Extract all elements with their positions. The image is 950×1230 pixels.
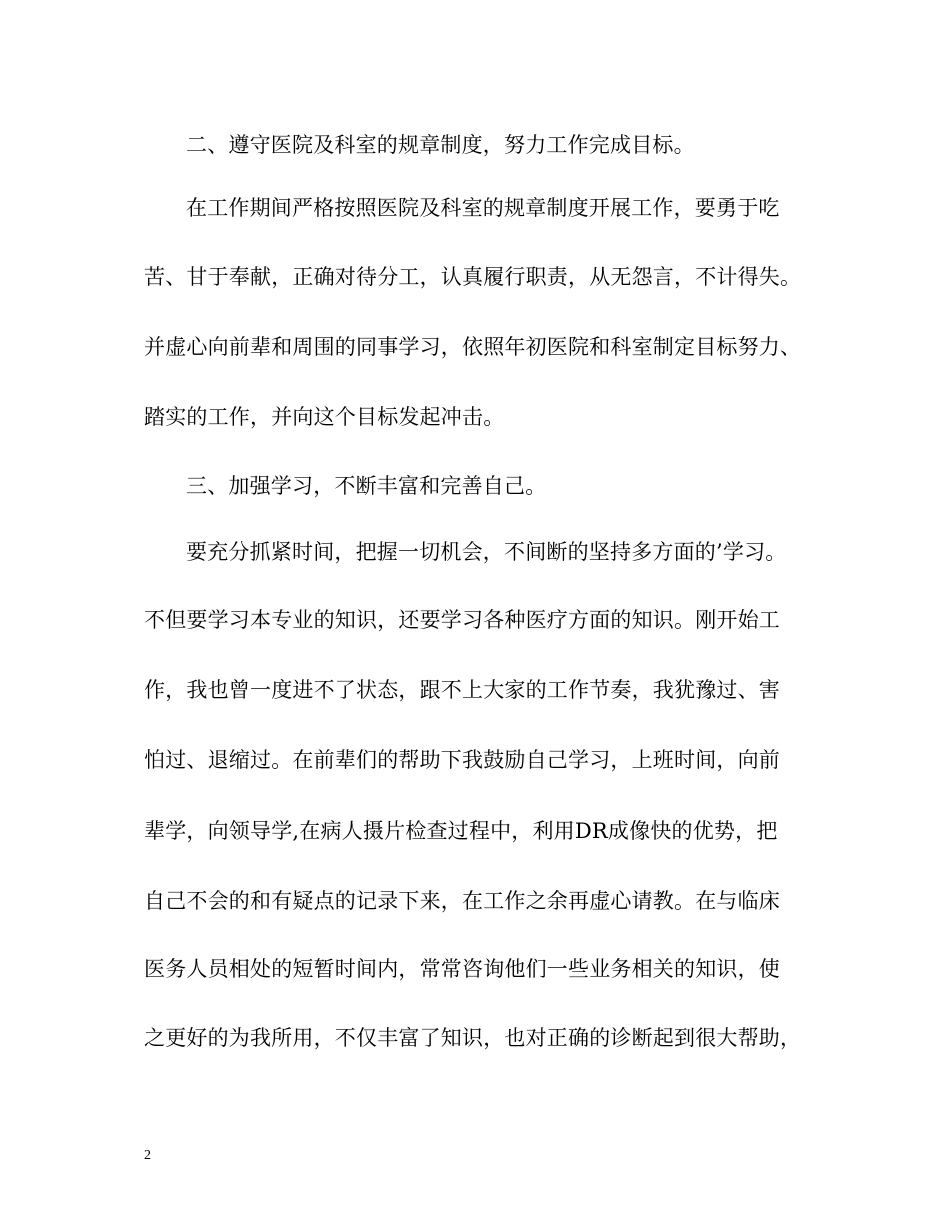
paragraph-line: 不但要学习本专业的知识，还要学习各种医疗方面的知识。刚开始工 [144, 608, 780, 632]
paragraph-line: 之更好的为我所用，不仅丰富了知识，也对正确的诊断起到很大帮助， [144, 1026, 802, 1050]
paragraph-line: 怕过、退缩过。在前辈们的帮助下我鼓励自己学习，上班时间，向前 [144, 748, 780, 772]
section-heading-2: 二、遵守医院及科室的规章制度，努力工作完成目标。 [186, 133, 695, 157]
paragraph-line: 在工作期间严格按照医院及科室的规章制度开展工作，要勇于吃 [186, 196, 780, 220]
paragraph-line: 作，我也曾一度进不了状态，跟不上大家的工作节奏，我犹豫过、害 [144, 678, 780, 702]
page-number: 2 [144, 1148, 151, 1163]
paragraph-line: 自己不会的和有疑点的记录下来，在工作之余再虚心请教。在与临床 [144, 889, 780, 913]
paragraph-line: 辈学，向领导学,在病人摄片检查过程中，利用DR成像快的优势，把 [144, 819, 778, 843]
paragraph-line: 并虚心向前辈和周围的同事学习，依照年初医院和科室制定目标努力、 [144, 335, 802, 359]
paragraph-line: 踏实的工作，并向这个目标发起冲击。 [144, 405, 505, 429]
paragraph-line: 苦、甘于奉献，正确对待分工，认真履行职责，从无怨言，不计得失。 [144, 265, 802, 289]
section-heading-3: 三、加强学习，不断丰富和完善自己。 [186, 474, 547, 498]
paragraph-line: 医务人员相处的短暂时间内，常常咨询他们一些业务相关的知识，使 [144, 957, 780, 981]
paragraph-line: 要充分抓紧时间，把握一切机会，不间断的坚持多方面的’学习。 [186, 540, 787, 564]
